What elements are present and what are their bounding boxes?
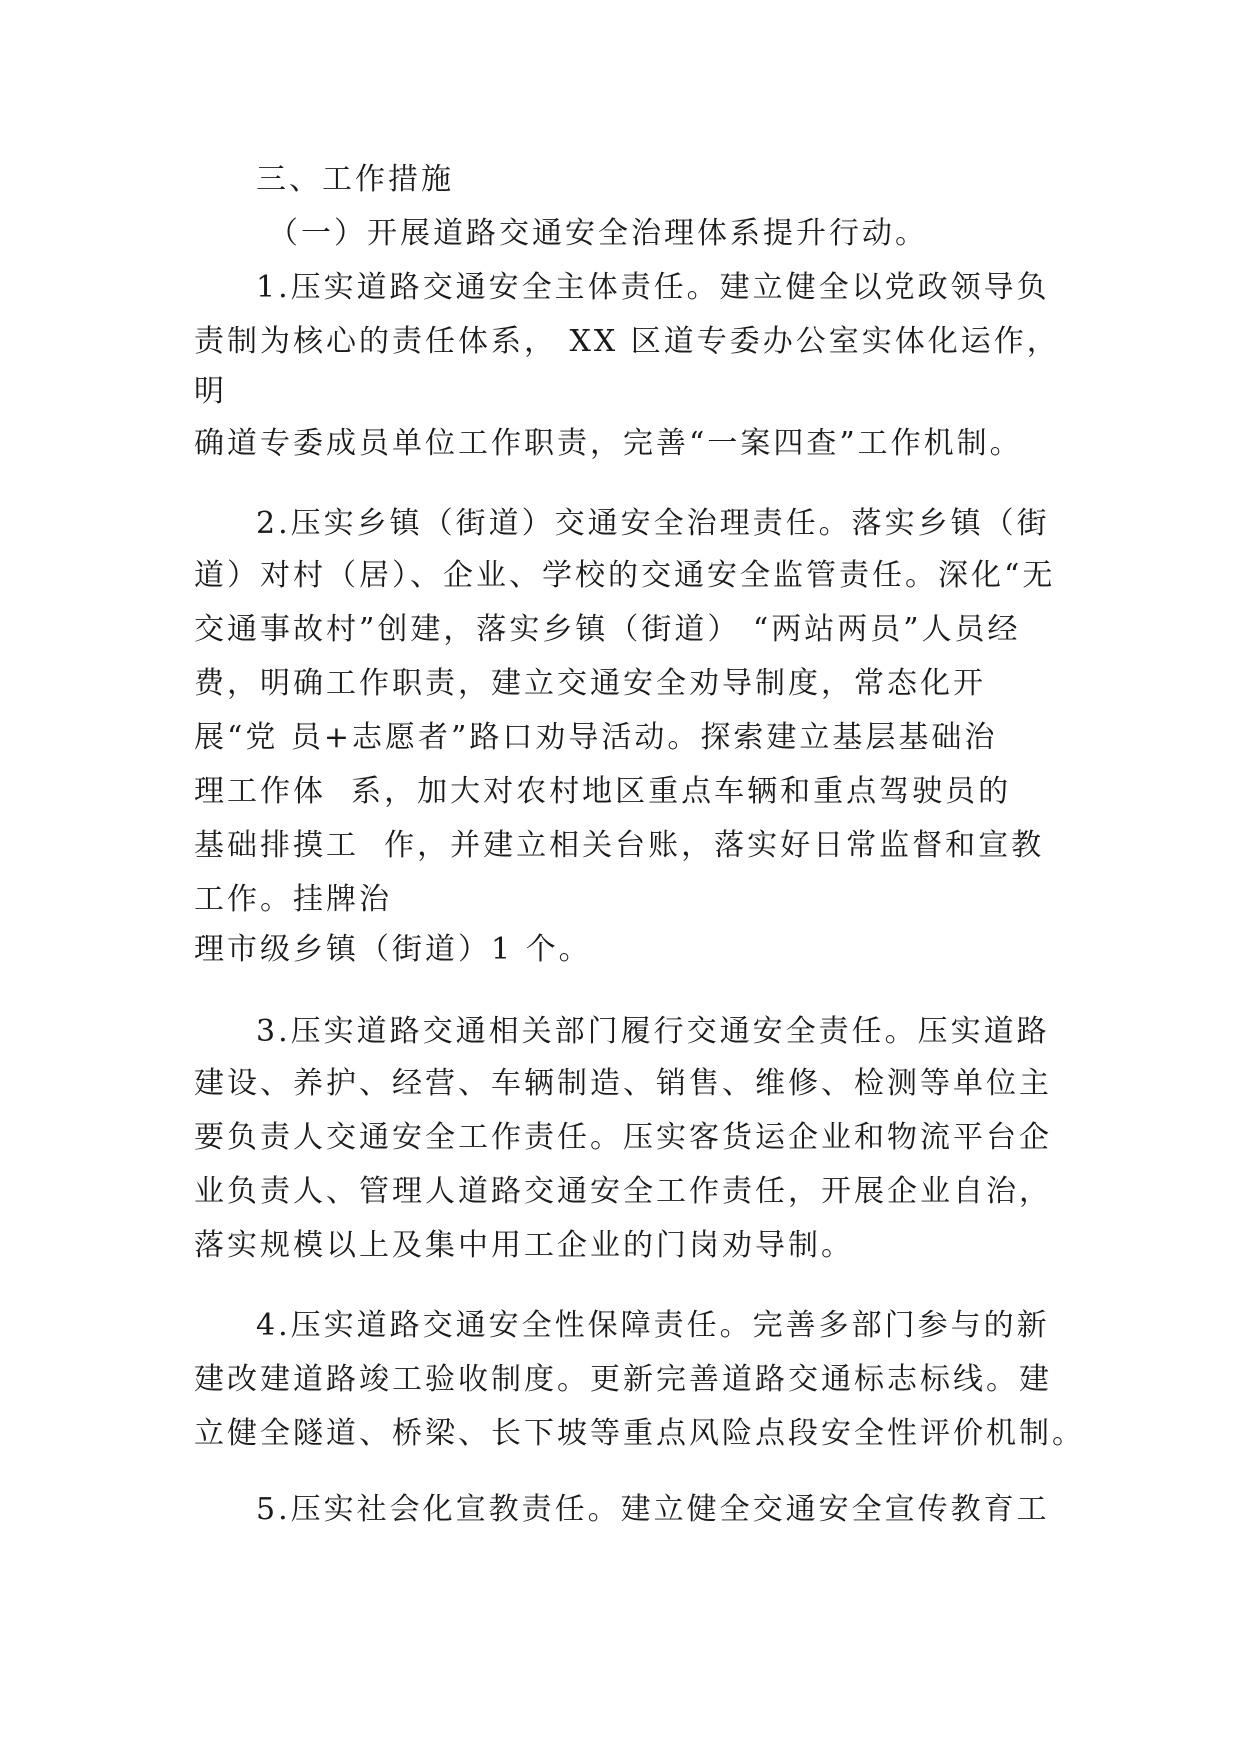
paragraph-2-line-9: 理市级乡镇（街道）1 个。 <box>194 932 592 967</box>
subsection-heading: （一）开展道路交通安全治理体系提升行动。 <box>268 216 928 251</box>
paragraph-3-line-4: 业负责人、管理人道路交通安全工作责任，开展企业自治， <box>194 1174 1052 1209</box>
paragraph-4-line-1: 4.压实道路交通安全性保障责任。完善多部门参与的新 <box>256 1308 1050 1343</box>
paragraph-3-line-1: 3.压实道路交通相关部门履行交通安全责任。压实道路 <box>256 1014 1050 1049</box>
paragraph-4-line-2: 建改建道路竣工验收制度。更新完善道路交通标志标线。建 <box>194 1362 1052 1397</box>
paragraph-2-line-8: 工作。挂牌治 <box>194 882 392 917</box>
paragraph-2-line-7: 基础排摸工 作，并建立相关台账，落实好日常监督和宣教 <box>194 828 1045 863</box>
paragraph-2-line-4: 费，明确工作职责，建立交通安全劝导制度，常态化开 <box>194 666 986 701</box>
paragraph-2-line-1: 2.压实乡镇（街道）交通安全治理责任。落实乡镇（街 <box>256 506 1050 541</box>
paragraph-3-line-5: 落实规模以上及集中用工企业的门岗劝导制。 <box>194 1228 854 1263</box>
paragraph-2-line-2: 道）对村（居）、企业、学校的交通安全监管责任。深化“无 <box>194 558 1056 593</box>
paragraph-2-line-6: 理工作体 系，加大对农村地区重点车辆和重点驾驶员的 <box>194 774 1012 809</box>
paragraph-1-line-3: 明 <box>194 374 227 409</box>
paragraph-2-line-3: 交通事故村”创建，落实乡镇（街道） “两站两员”人员经 <box>194 612 1021 647</box>
paragraph-1-line-1: 1.压实道路交通安全主体责任。建立健全以党政领导负 <box>256 270 1050 305</box>
paragraph-5-line-1: 5.压实社会化宣教责任。建立健全交通安全宣传教育工 <box>256 1492 1050 1527</box>
paragraph-1-line-2: 责制为核心的责任体系， XX 区道专委办公室实体化运作， <box>194 324 1060 359</box>
paragraph-1-line-4: 确道专委成员单位工作职责，完善“一案四查”工作机制。 <box>194 426 1023 461</box>
paragraph-2-line-5: 展“党 员+志愿者”路口劝导活动。探索建立基层基础治 <box>194 720 998 755</box>
paragraph-3-line-3: 要负责人交通安全工作责任。压实客货运企业和物流平台企 <box>194 1120 1052 1155</box>
paragraph-4-line-3: 立健全隧道、桥梁、长下坡等重点风险点段安全性评价机制。 <box>194 1416 1085 1451</box>
section-heading: 三、工作措施 <box>256 162 454 197</box>
paragraph-3-line-2: 建设、养护、经营、车辆制造、销售、维修、检测等单位主 <box>194 1066 1052 1101</box>
